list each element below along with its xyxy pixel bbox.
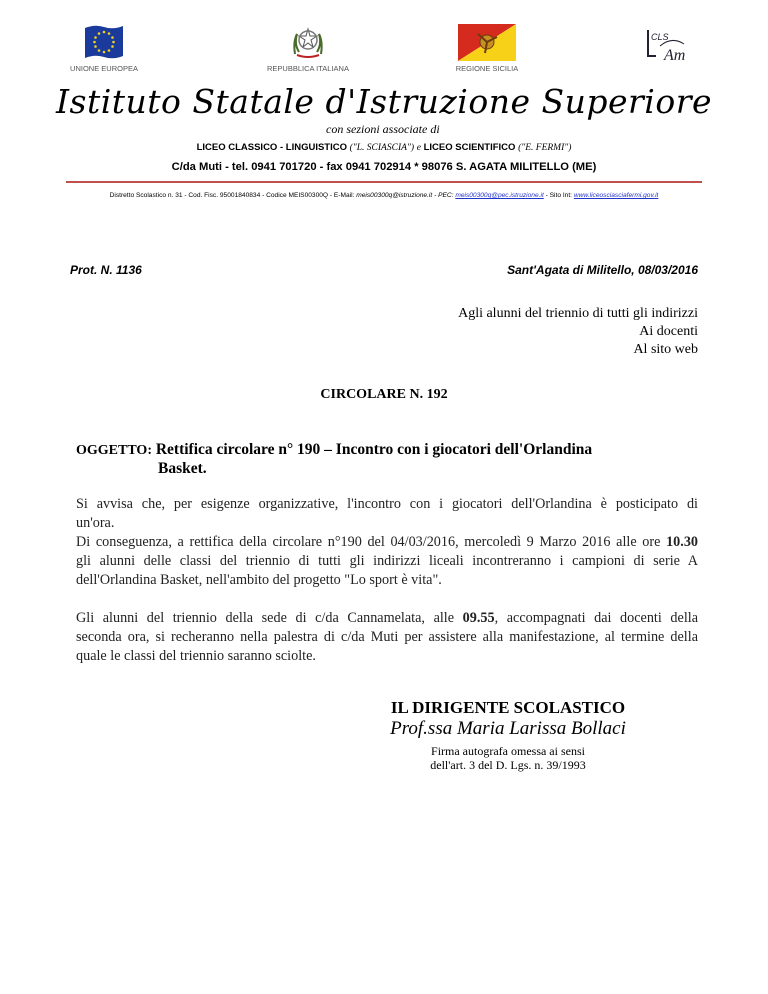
- place-date: Sant'Agata di Militello, 08/03/2016: [507, 263, 698, 277]
- eu-flag-icon: [85, 24, 123, 60]
- district-text: Distretto Scolastico n. 31 - Cod. Fisc. 95001840834 - Codice MEIS00300Q - E-Mail:: [109, 192, 355, 199]
- signature-title: IL DIRIGENTE SCOLASTICO: [390, 698, 626, 717]
- eu-label: UNIONE EUROPEA: [70, 64, 138, 73]
- district-info: [0, 192, 768, 199]
- body-line: gli alunni delle classi del triennio di tutti gli indirizzi liceali incontreranno i campioni di serie A: [76, 553, 698, 569]
- liceo-scientifico: LICEO SCIENTIFICO: [423, 142, 516, 153]
- pec-link[interactable]: meis00300q@pec.istruzione.it: [455, 192, 544, 199]
- signature-name: Prof.ssa Maria Larissa Bollaci: [390, 718, 626, 739]
- body-text-segment: Di conseguenza, a rettifica della circolare n°190 del 04/03/2016, mercoledì 9 Marzo 2016 alle ore: [76, 534, 661, 550]
- paragraph-2: [76, 533, 698, 590]
- time-highlight: 10.30: [666, 534, 698, 550]
- italy-label: REPUBBLICA ITALIANA: [267, 64, 349, 73]
- email-text: meis00300q@istruzione.it: [356, 192, 433, 199]
- body-line: quale le classi del triennio saranno sciolte.: [76, 648, 316, 664]
- body-text-segment: , accompagnati dai docenti della: [494, 610, 698, 626]
- body-line: [76, 533, 698, 552]
- sicily-flag-icon: [458, 24, 516, 61]
- liceo-classico-name: ("L. SCIASCIA"): [349, 143, 415, 153]
- recipient-line: Al sito web: [633, 342, 698, 357]
- recipient-line: Agli alunni del triennio di tutti gli indirizzi: [458, 306, 698, 321]
- school-title: Istituto Statale d'Istruzione Superiore: [55, 82, 713, 121]
- paragraph-1: [76, 495, 698, 533]
- liceo-classico: LICEO CLASSICO - LINGUISTICO: [196, 142, 347, 153]
- body-line: [76, 609, 698, 628]
- site-label: - Sito Int:: [545, 192, 573, 199]
- header-divider: [66, 181, 702, 183]
- signature-block: [372, 698, 644, 772]
- body-line: seconda ora, si recheranno nella palestra di c/da Muti per assistere alla manifestazione, al termine della: [76, 629, 698, 645]
- italian-emblem-icon: [291, 24, 325, 60]
- sicily-label: REGIONE SICILIA: [455, 64, 519, 73]
- circolare-number: CIRCOLARE N. 192: [320, 387, 448, 402]
- recipient-line: Ai docenti: [639, 324, 698, 339]
- svg-text:CLS: CLS: [651, 32, 669, 42]
- signature-note-1: Firma autografa omessa ai sensi: [431, 744, 585, 758]
- school-subtitle: con sezioni associate di: [326, 122, 440, 136]
- subject-line-1: Rettifica circolare n° 190 – Incontro con i giocatori dell'Orlandina: [155, 441, 593, 458]
- svg-text:Am: Am: [664, 47, 686, 64]
- school-address: C/da Muti - tel. 0941 701720 - fax 0941 702914 * 98076 S. AGATA MILITELLO (ME): [171, 161, 597, 173]
- body-text-segment: Gli alunni del triennio della sede di c/da Cannamelata, alle: [76, 610, 455, 626]
- liceo-conjunction: e: [416, 143, 421, 153]
- subject-line-2: Basket.: [158, 460, 207, 477]
- body-line: dell'Orlandina Basket, nell'ambito del progetto "Lo sport è vita".: [76, 572, 442, 588]
- subject-label: OGGETTO:: [76, 443, 152, 458]
- site-link[interactable]: www.liceosciasciafermi.gov.it: [573, 192, 659, 199]
- school-logo-icon: [642, 26, 692, 66]
- paragraph-3: [76, 609, 698, 666]
- time-highlight: 09.55: [462, 610, 495, 626]
- pec-label: - PEC:: [434, 192, 454, 199]
- body: [76, 495, 698, 666]
- body-line: Si avvisa che, per esigenze organizzative, l'incontro con i giocatori dell'Orlandina è posticipato di: [76, 496, 698, 512]
- liceo-sections: [0, 142, 768, 153]
- recipients: [458, 305, 698, 359]
- body-line: un'ora.: [76, 515, 115, 531]
- subject: [76, 440, 696, 461]
- signature-note-2: dell'art. 3 del D. Lgs. n. 39/1993: [430, 758, 586, 772]
- protocol-number: Prot. N. 1136: [70, 263, 142, 277]
- liceo-scientifico-name: ("E. FERMI"): [518, 143, 572, 153]
